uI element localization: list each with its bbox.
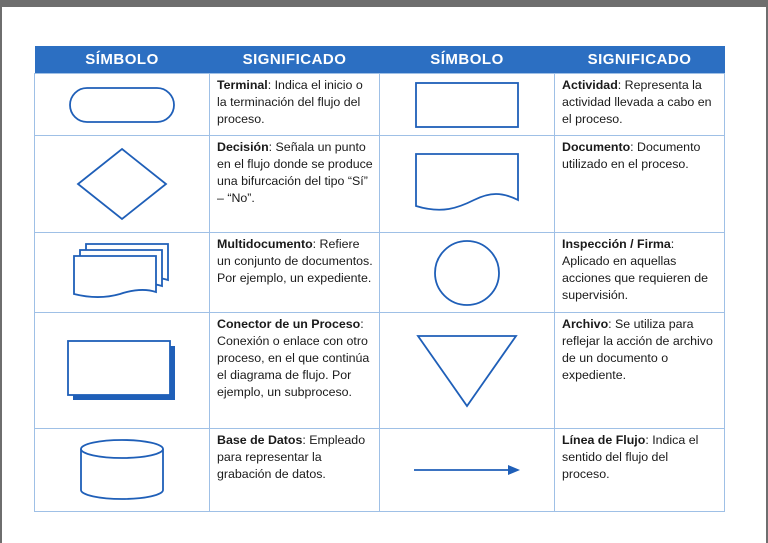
symbol-cell-process-connector [35,313,210,429]
symbol-cell-inspection [380,233,555,313]
symbol-cell-multidocument [35,233,210,313]
meaning-cell-process-connector [210,313,380,429]
term-label: Archivo [562,317,609,331]
symbol-cell-activity [380,74,555,136]
database-cylinder-icon [78,438,166,502]
process-connector-icon [66,339,178,403]
table-row [35,74,725,136]
symbol-cell-decision [35,136,210,233]
meaning-cell-multidocument [210,233,380,313]
term-description: : Conexión o enlace con otro proceso, en el que continúa el diagrama de flujo. Por ejemplo, un subproceso. [217,317,370,399]
term-label: Inspección / Firma [562,237,671,251]
header-meaning-1: SIGNIFICADO [210,46,380,74]
terminal-icon [67,85,177,125]
meaning-cell-flow-line [555,429,725,512]
activity-icon [414,81,520,129]
term-description: : Indica el sentido del flujo del proceso. [562,433,699,481]
meaning-cell-activity [555,74,725,136]
page-sheet [2,7,766,543]
term-description: : Representa la actividad llevada a cabo en el proceso. [562,78,712,126]
table-row [35,233,725,313]
term-label: Línea de Flujo [562,433,646,447]
symbol-cell-flow-line [380,429,555,512]
term-description: : Señala un punto en el flujo donde se produce una bifurcación del tipo “Sí” – “No”. [217,140,373,205]
term-description: : Indica el inicio o la terminación del flujo del proceso. [217,78,363,126]
meaning-cell-inspection [555,233,725,313]
term-label: Base de Datos [217,433,303,447]
multidocument-icon [72,242,172,304]
symbol-cell-archive [380,313,555,429]
meaning-cell-archive [555,313,725,429]
flow-line-arrow-icon [412,462,522,478]
term-label: Multidocumento [217,237,313,251]
header-symbol-1: SÍMBOLO [35,46,210,74]
term-label: Conector de un Proceso [217,317,361,331]
decision-diamond-icon [75,146,169,222]
meaning-cell-decision [210,136,380,233]
term-label: Terminal [217,78,268,92]
term-description: : Documento utilizado en el proceso. [562,140,701,171]
meaning-cell-document [555,136,725,233]
symbol-cell-terminal [35,74,210,136]
symbol-cell-document [380,136,555,233]
term-description: : Aplicado en aquellas acciones que requieren de supervisión. [562,237,709,302]
header-symbol-2: SÍMBOLO [380,46,555,74]
table-row [35,313,725,429]
term-label: Actividad [562,78,618,92]
term-description: : Refiere un conjunto de documentos. Por ejemplo, un expediente. [217,237,373,285]
meaning-cell-database [210,429,380,512]
inspection-circle-icon [432,238,502,308]
flowchart-symbols-table [34,46,725,512]
symbol-cell-database [35,429,210,512]
term-description: : Se utiliza para reflejar la acción de archivo de un documento o expediente. [562,317,713,382]
term-label: Documento [562,140,631,154]
archive-triangle-icon [415,333,519,409]
document-icon [414,152,520,216]
meaning-cell-terminal [210,74,380,136]
header-meaning-2: SIGNIFICADO [555,46,725,74]
table-row [35,429,725,512]
term-label: Decisión [217,140,269,154]
table-header-row [35,46,725,74]
table-row [35,136,725,233]
term-description: : Empleado para representar la grabación de datos. [217,433,366,481]
